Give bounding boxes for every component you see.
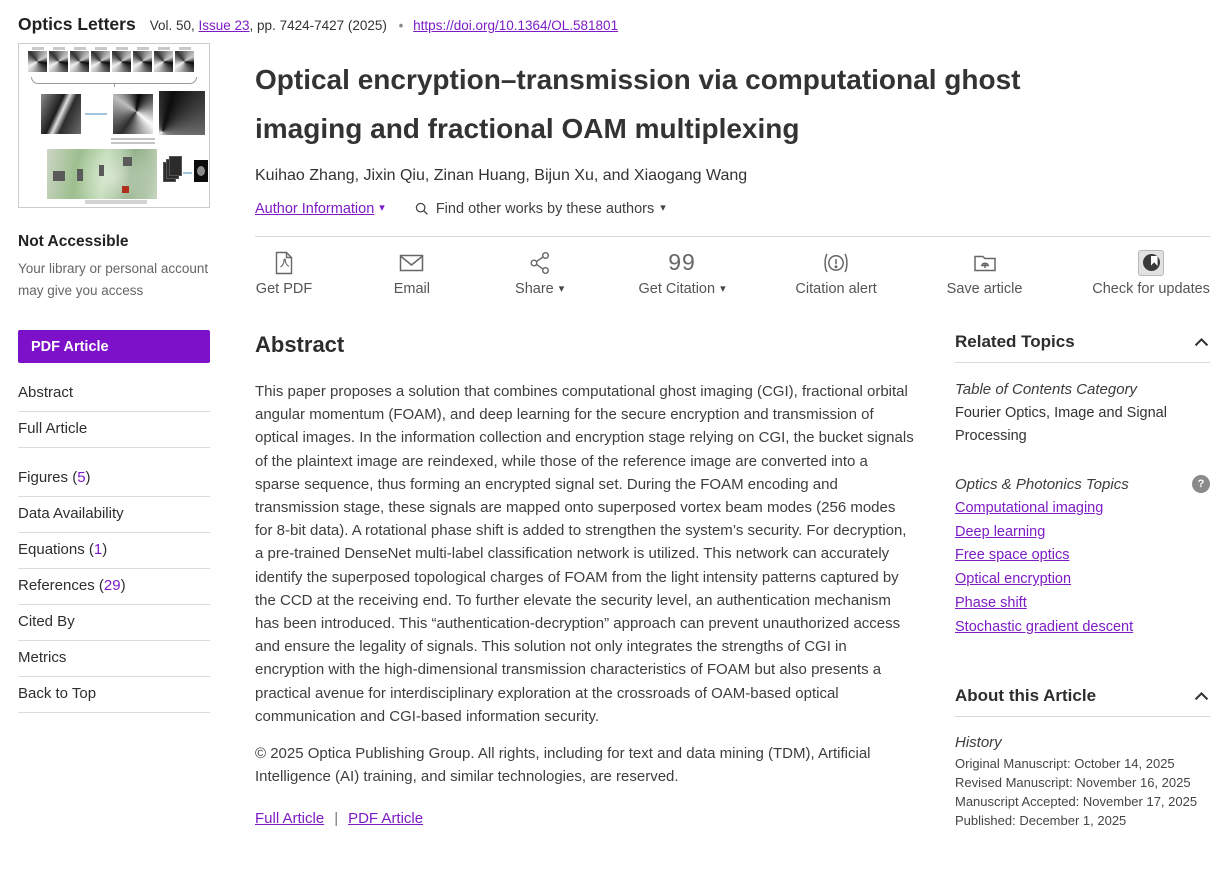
collapse-chevron-icon[interactable] (1193, 336, 1210, 348)
thumbnail-transmission-arrow (85, 113, 107, 115)
help-icon[interactable]: ? (1192, 475, 1210, 493)
history-line: Manuscript Accepted: November 17, 2025 (955, 793, 1198, 809)
share-icon (528, 249, 552, 276)
chevron-down-icon: ▾ (660, 202, 666, 214)
citation-line (150, 18, 618, 33)
pdf-file-icon (272, 249, 296, 276)
thumbnail-decode-arrow (183, 172, 192, 174)
thumbnail-optical-setup-photo (47, 149, 157, 199)
history-label: History (955, 734, 1002, 752)
sidebar-item-metrics[interactable]: Metrics (18, 641, 210, 677)
thumbnail-phase-zoom (159, 91, 205, 135)
article-nav (18, 376, 210, 713)
related-topics-heading: Related Topics (955, 332, 1075, 351)
sidebar-item-equations[interactable]: Equations (1) (18, 533, 210, 569)
topic-link[interactable]: Stochastic gradient descent (955, 618, 1134, 635)
sidebar-item-cited-by[interactable]: Cited By (18, 605, 210, 641)
full-article-link[interactable]: Full Article (255, 810, 325, 828)
article-thumbnail[interactable] (18, 43, 210, 208)
article-toolbar (255, 236, 1210, 297)
get-pdf-button[interactable]: Get PDF (255, 249, 313, 297)
abstract-section (255, 332, 917, 830)
access-status-note: Your library or personal account may give you access (18, 261, 209, 298)
citation-alert-button[interactable]: Citation alert (795, 249, 876, 297)
check-for-updates-button[interactable]: Check for updates (1092, 249, 1210, 297)
thumbnail-pattern-stack (163, 156, 181, 186)
author-information-link[interactable]: Author Information ▾ (255, 200, 385, 217)
access-status-title: Not Accessible (18, 233, 129, 250)
chevron-down-icon: ▾ (720, 282, 726, 295)
thumbnail-brace (31, 77, 197, 84)
crossmark-icon (1138, 249, 1164, 276)
author-tools-row (255, 200, 1210, 217)
quote-icon: 99 (668, 249, 696, 275)
left-sidebar (18, 39, 210, 830)
abstract-text: This paper proposes a solution that combines computational ghost imaging (CGI), fractional orbital angular momentum (FOAM), and deep learning for the secure encryption and transmission of optical images. In the information collection and encryption stage relying on CGI, the bucket signals of the plaintext image are reindexed, while those of the reference image are converted into a sparse sequence, thus forming an encrypted signal set. During the FOAM encoding and transmission stage, these signals are mapped onto superposed vortex beam modes (256 modes for 8-bit data). A rotational phase shift is added to strengthen the system’s security. For decryption, a pre-trained DenseNet multi-label classification network is utilized. This network can accurately identify the superposed topological charges of FOAM from the light intensity patterns captured by the CCD at the receiving end. To further elevate the security level, an authentication mechanism has been introduced. This “authentication-decryption” approach can prevent unauthorized access and ensure the legality of signals. This solution not only integrates the strengths of CGI in encryption with the high-dimensional transmission characteristics of FOAM but also presents a practical avenue for interdisciplinary exploration at the crossroads of OAM-based optical communication and CGI-based information security. (255, 383, 914, 725)
thumbnail-vortex-phase (113, 94, 153, 134)
topic-link[interactable]: Deep learning (955, 523, 1046, 540)
history-line: Published: December 1, 2025 (955, 812, 1127, 828)
thumbnail-decoded-image (194, 160, 208, 182)
toc-category-value: Fourier Optics, Image and Signal Processing (955, 405, 1167, 444)
abstract-heading: Abstract (255, 332, 345, 357)
volume-text: Vol. 50, (149, 18, 195, 33)
history-line: Revised Manuscript: November 16, 2025 (955, 775, 1191, 791)
sidebar-item-full-article[interactable]: Full Article (18, 412, 210, 448)
save-article-button[interactable]: Save article (947, 249, 1023, 297)
email-icon (398, 249, 425, 276)
thumbnail-caption-marks (111, 138, 155, 146)
topic-link[interactable]: Computational imaging (955, 500, 1104, 516)
chevron-down-icon: ▾ (379, 202, 385, 214)
topics-list (955, 497, 1210, 639)
pages-text: , pp. 7424-7427 (2025) (249, 18, 387, 33)
issue-link[interactable]: Issue 23 (198, 18, 250, 33)
copyright-text: © 2025 Optica Publishing Group. All rights, including for text and data mining (TDM), Artificial Intelligence (AI) training, and similar technologies, are reserved. (255, 745, 871, 786)
share-button[interactable]: Share ▾ (511, 249, 569, 297)
article-links-row (255, 810, 917, 827)
doi-link[interactable]: https://doi.org/10.1364/OL.581801 (413, 18, 619, 33)
chevron-down-icon: ▾ (558, 282, 565, 295)
page-header (0, 0, 1227, 39)
bullet-separator: • (398, 18, 404, 33)
history-line: Original Manuscript: October 14, 2025 (955, 756, 1175, 772)
author-list: Kuihao Zhang, Jixin Qiu, Zinan Huang, Bijun Xu, and Xiaogang Wang (255, 167, 748, 184)
sidebar-item-back-to-top[interactable]: Back to Top (18, 677, 210, 713)
about-article-heading: About this Article (955, 686, 1097, 706)
search-icon (413, 200, 430, 217)
history-list (955, 755, 1210, 830)
topic-link[interactable]: Optical encryption (955, 571, 1072, 588)
links-separator: | (334, 810, 339, 828)
page-title: Optical encryption–transmission via computational ghost imaging and fractional OAM multiplexing (255, 64, 1021, 144)
collapse-chevron-icon[interactable] (1193, 690, 1210, 702)
optics-photonics-topics-label: Optics & Photonics Topics (955, 475, 1129, 493)
pdf-article-button[interactable]: PDF Article (18, 330, 210, 363)
about-article-section (955, 686, 1210, 830)
alert-icon (821, 249, 851, 276)
topic-link[interactable]: Free space optics (955, 547, 1070, 564)
right-sidebar (955, 332, 1210, 830)
thumbnail-mode-strip (28, 51, 194, 72)
find-other-works-link[interactable]: Find other works by these authors ▾ (413, 200, 666, 217)
topic-link[interactable]: Phase shift (955, 594, 1027, 611)
sidebar-item-data-availability[interactable]: Data Availability (18, 497, 210, 533)
sidebar-item-abstract[interactable]: Abstract (18, 376, 210, 412)
thumbnail-caption-bar (85, 200, 147, 204)
pdf-article-link[interactable]: PDF Article (348, 810, 424, 828)
get-citation-button[interactable]: 99 Get Citation ▾ (638, 249, 726, 297)
journal-title: Optics Letters (18, 14, 136, 34)
save-folder-icon (972, 249, 998, 276)
thumbnail-pattern-left (41, 94, 81, 134)
email-button[interactable]: Email (383, 249, 441, 297)
related-topics-section (955, 332, 1210, 639)
sidebar-item-references[interactable]: References (29) (18, 569, 210, 605)
toc-category-label: Table of Contents Category (955, 381, 1138, 398)
sidebar-item-figures[interactable]: Figures (5) (18, 461, 210, 497)
